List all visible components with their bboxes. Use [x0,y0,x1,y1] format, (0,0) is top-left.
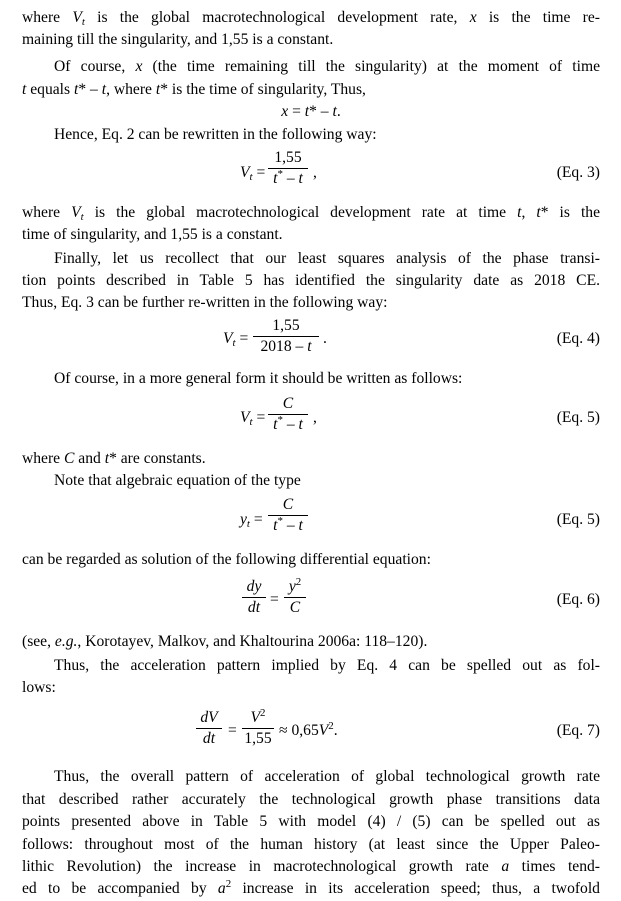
equation-label: (Eq. 7) [556,722,600,739]
text-line: Finally, let us recollect that our least squares analysis of the phase transi- [54,250,600,267]
text-line: maining till the singularity, and 1,55 is a constant. [22,31,334,48]
text-line: lithic Revolution) the increase in macrotechnological growth rate a times tend- [22,858,600,875]
equation-3: $V_t$ = 1,55 t* – t , (Eq. 3) [240,149,600,187]
text-line: Thus, the overall pattern of acceleration of global technological growth rate [54,768,600,785]
text-line: follows: throughout most of the human history (at least since the Upper Paleo- [22,836,600,853]
text-line: that described rather accurately the technological growth phase transitions data [22,791,600,808]
equation-label: (Eq. 5) [556,511,600,528]
equation-6: dy dt = $y^2$ C (Eq. 6) [0,575,621,627]
equation-7: dV dt = $V^2$ 1,55 ≈ $0,65V^2$. (Eq. 7) [0,706,621,758]
text-line: t equals t* – t, where t* is the time of singularity, Thus, [22,81,366,98]
text-line: lows: [22,679,56,696]
text-line: x = t* – t. [281,103,341,120]
text-line: Thus, the acceleration pattern implied by Eq. 4 can be spelled out as fol- [54,657,600,674]
equation-label: (Eq. 6) [556,591,600,608]
equation-4: $V_t$ = 1,55 2018 – t . (Eq. 4) [223,317,600,355]
equation-label: (Eq. 5) [556,409,600,426]
equation-label: (Eq. 3) [556,164,600,181]
text-line: Hence, Eq. 2 can be rewritten in the following way: [54,126,377,143]
equation-5-type: $y_t$ = C t* – t (Eq. 5) [240,496,600,534]
equation-label: (Eq. 4) [556,330,600,347]
text-line: where C and t* are constants. [22,450,206,467]
text-line: Of course, in a more general form it should be written as follows: [54,370,463,387]
text-line: ed to be accompanied by $a^2$ increase in its acceleration speed; thus, a twofold [22,878,600,897]
text-line: can be regarded as solution of the following differential equation: [22,551,431,568]
text-line: points presented above in Table 5 with model (4) / (5) can be spelled out as [22,813,600,830]
text-line: (see, e.g., Korotayev, Malkov, and Khaltourina 2006a: 118–120). [22,633,428,650]
text-line: Note that algebraic equation of the type [54,472,301,489]
text-line: Thus, Eq. 3 can be further re-written in the following way: [22,294,388,311]
text-line: tion points described in Table 5 has identified the singularity date as 2018 CE. [22,272,600,289]
text-line: Of course, x (the time remaining till the singularity) at the moment of time [54,58,600,75]
text-line: time of singularity, and 1,55 is a constant. [22,226,283,243]
text-line: where $V_t$ is the global macrotechnological development rate, x is the time re- [22,9,600,28]
text-line: where $V_t$ is the global macrotechnological development rate at time t, t* is the [22,204,601,223]
equation-5: $V_t$ = C t* – t , (Eq. 5) [240,395,600,433]
